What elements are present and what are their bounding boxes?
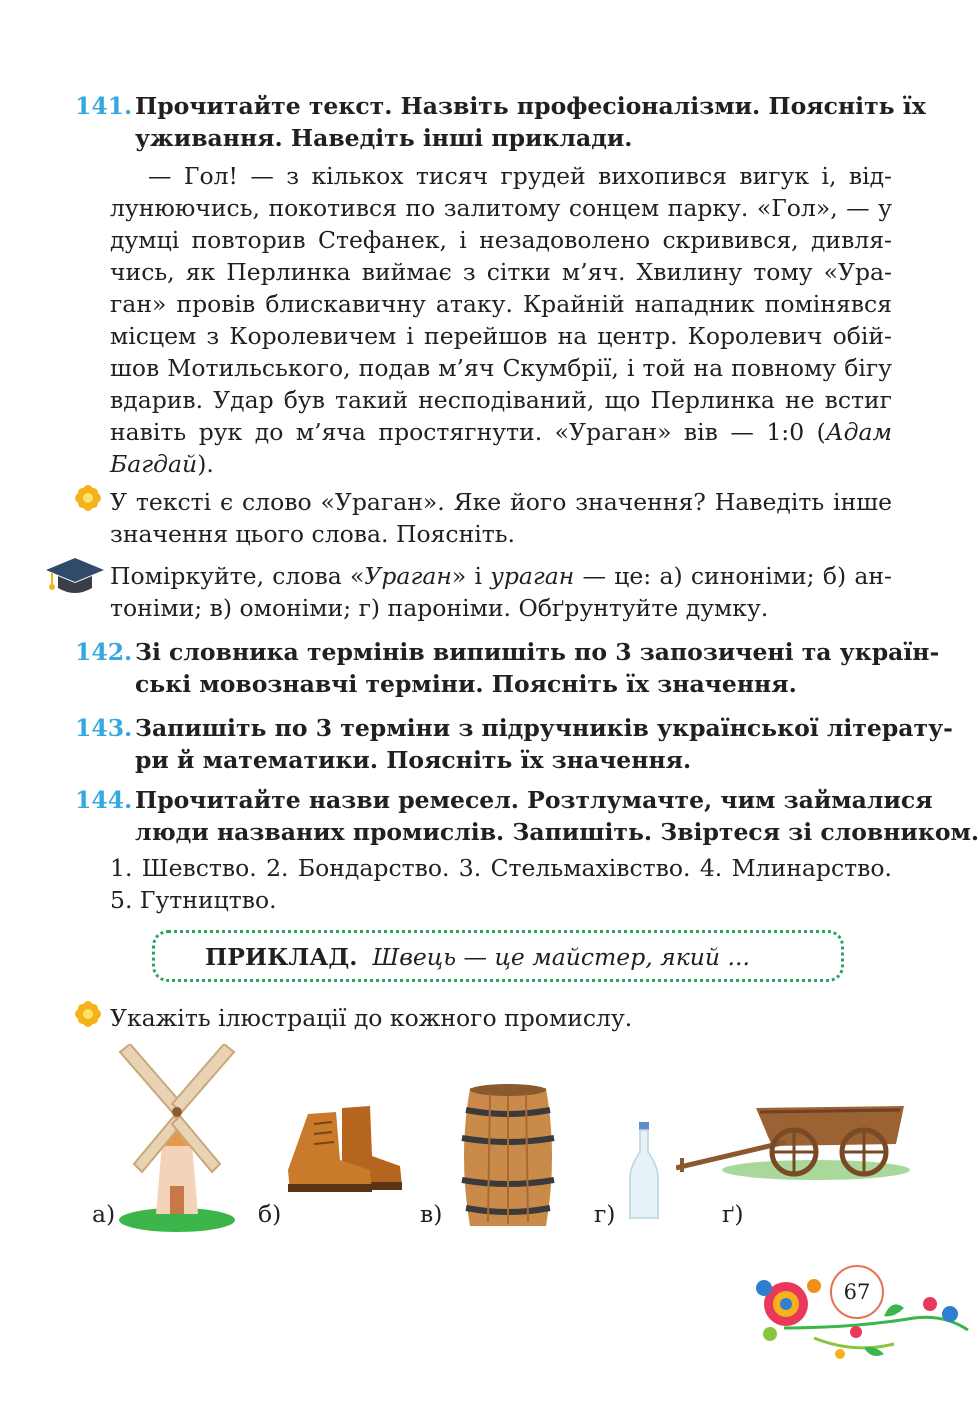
illustration-label: г) [594,1200,616,1228]
exercise-task: люди названих промислів. Запишіть. Звіртеся зі словником. [135,818,980,846]
flower-icon [74,1000,102,1028]
exercise-task: ри й математики. Поясніть їх значення. [135,746,692,774]
exercise-task: ські мовознавчі терміни. Поясніть їх значення. [135,670,797,698]
text-line: навіть рук до м’яча простягнути. «Ураган» вів — 1:0 (Адам [110,418,892,446]
exercise-number: 142. [75,638,133,666]
illustration-label: в) [420,1200,443,1228]
task-text: У тексті є слово «Ураган». Яке його значення? Наведіть інше [110,488,892,516]
exercise-number: 141. [75,92,133,120]
text-line: чись, як Перлинка виймає з сітки м’яч. Хвилину тому «Ура- [110,258,892,286]
text-line: місцем з Королевичем і перейшов на центр. Королевич обій- [110,322,892,350]
cart-icon [676,1098,910,1182]
bottle-icon [628,1122,660,1222]
task-text: значення цього слова. Поясніть. [110,520,516,548]
author-name: Адам [825,418,892,446]
barrel-icon [456,1084,560,1230]
text-line: думці повторив Стефанек, і незадоволено скривився, дивля- [110,226,892,254]
text-line: — Гол! — з кількох тисяч грудей вихопився вигук і, від- [148,162,892,190]
exercise-task: Зі словника термінів випишіть по 3 запозичені та україн- [135,638,940,666]
illustration-label: б) [258,1200,282,1228]
exercise-number: 143. [75,714,133,742]
task-text: Укажіть ілюстрації до кожного промислу. [110,1004,633,1032]
windmill-icon [112,1044,242,1234]
text-line: вдарив. Удар був такий несподіваний, що Перлинка не встиг [110,386,892,414]
exercise-task: Запишіть по 3 терміни з підручників української літерату- [135,714,953,742]
task-text: тоніми; в) омоніми; г) пароніми. Обґрунтуйте думку. [110,594,769,622]
example-text: ПРИКЛАД. Швець — це майстер, який ... [205,943,750,971]
crafts-list: 1. Шевство. 2. Бондарство. 3. Стельмахівство. 4. Млинарство. [110,854,892,882]
text-line: лунюючись, покотився по залитому сонцем парку. «Гол», — у [110,194,892,222]
exercise-number: 144. [75,786,133,814]
task-text: Поміркуйте, слова «Ураган» і ураган — це: а) синоніми; б) ан- [110,562,892,590]
exercise-task: Прочитайте текст. Назвіть професіоналізми. Поясніть їх [135,92,926,120]
flower-icon [74,484,102,512]
exercise-task: Прочитайте назви ремесел. Розтлумачте, чим займалися [135,786,933,814]
page-number: 67 [830,1265,884,1319]
text-line: Багдай). [110,450,214,478]
graduation-cap-icon [44,556,106,596]
exercise-task: уживання. Наведіть інші приклади. [135,124,633,152]
example-box [152,930,844,982]
text-line: ган» провів блискавичну атаку. Крайній нападник помінявся [110,290,892,318]
author-surname: Багдай [110,450,198,478]
illustration-label: а) [92,1200,116,1228]
boots-icon [286,1100,404,1196]
crafts-list: 5. Гутництво. [110,886,277,914]
illustration-label: ґ) [722,1200,744,1228]
text-line: шов Мотильського, подав м’яч Скумбрії, і той на повному бігу [110,354,892,382]
